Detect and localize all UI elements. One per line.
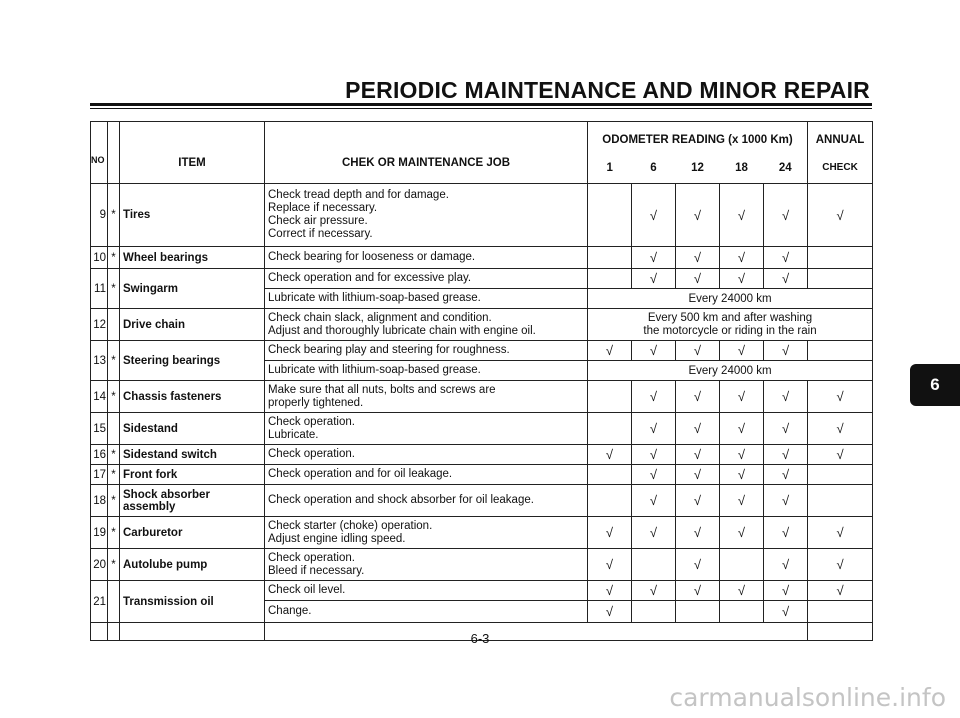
job-line: Replace if necessary. [268,202,378,214]
row-number: 10 [91,247,108,269]
title-rule-thick [90,103,872,106]
table-row [91,445,873,465]
col-header-check: CHECK [808,153,873,184]
table-row [91,381,873,413]
check-cell: √ [632,247,676,269]
row-job [265,309,588,341]
row-job [265,517,588,549]
row-number: 14 [91,381,108,413]
job-line: Lubricate with lithium-soap-based grease. [268,364,481,376]
check-cell [808,269,873,289]
job-line: Correct if necessary. [268,228,373,240]
row-interval [588,309,873,341]
check-cell: √ [764,485,808,517]
check-cell [588,381,632,413]
row-star: * [108,341,120,381]
job-line: Check chain slack, alignment and condition. [268,311,492,324]
row-job [265,341,588,361]
check-cell: √ [676,381,720,413]
row-number: 16 [91,445,108,465]
check-cell: √ [764,381,808,413]
row-item: Sidestand [120,413,265,445]
check-cell: √ [720,184,764,247]
row-star: * [108,485,120,517]
check-cell [632,601,676,623]
job-line: Check starter (choke) operation. [268,519,433,532]
check-cell [632,549,676,581]
row-number: 15 [91,413,108,445]
row-star: * [108,381,120,413]
check-cell: √ [632,269,676,289]
row-job [265,581,588,601]
check-cell [808,465,873,485]
col-header-odometer: ODOMETER READING (x 1000 Km) [588,122,808,153]
check-cell: √ [676,269,720,289]
check-cell: √ [720,581,764,601]
check-cell: √ [720,247,764,269]
row-job [265,485,588,517]
row-job [265,184,588,247]
table-row [91,341,873,361]
row-star: * [108,269,120,309]
row-item: Steering bearings [120,341,265,381]
job-line: Check operation. [268,448,355,460]
row-job [265,549,588,581]
check-cell: √ [764,465,808,485]
interval-line: the motorcycle or riding in the rain [643,324,817,337]
check-cell: √ [676,247,720,269]
check-cell [588,269,632,289]
job-line: Check bearing for looseness or damage. [268,251,476,263]
job-line: Check air pressure. [268,215,368,227]
row-star: * [108,465,120,485]
table-row [91,517,873,549]
check-cell: √ [632,184,676,247]
check-cell [720,549,764,581]
row-job [265,465,588,485]
col-header-km-24: 24 [764,153,808,184]
row-job [265,445,588,465]
header-row-1 [91,122,873,153]
table-row [91,581,873,601]
check-cell: √ [808,581,873,601]
check-cell: √ [632,517,676,549]
check-cell: √ [676,517,720,549]
check-cell: √ [676,413,720,445]
check-cell: √ [588,445,632,465]
row-job [265,381,588,413]
check-cell: √ [720,517,764,549]
check-cell: √ [764,247,808,269]
check-cell: √ [720,269,764,289]
check-cell [588,485,632,517]
job-line: Check oil level. [268,584,346,596]
col-header-job: CHEK OR MAINTENANCE JOB [265,122,588,184]
check-cell: √ [808,184,873,247]
row-item: Wheel bearings [120,247,265,269]
job-line: Make sure that all nuts, bolts and screws are [268,383,496,396]
title-rule-thin [90,108,872,109]
check-cell: √ [632,485,676,517]
job-line: Check operation. [268,551,355,564]
row-star [108,413,120,445]
job-line: Adjust and thoroughly lubricate chain with engine oil. [268,324,536,337]
row-interval: Every 24000 km [588,289,873,309]
row-number: 19 [91,517,108,549]
check-cell: √ [764,413,808,445]
interval-line: Every 500 km and after washing [647,311,813,324]
row-star [108,581,120,623]
job-line: Bleed if necessary. [268,564,365,577]
row-item: Front fork [120,465,265,485]
check-cell: √ [632,381,676,413]
col-header-km-18: 18 [720,153,764,184]
table-row [91,413,873,445]
job-line: Check operation and shock absorber for oil leakage. [268,494,534,506]
row-number: 18 [91,485,108,517]
check-cell: √ [588,549,632,581]
check-cell: √ [720,381,764,413]
col-header-star [108,122,120,184]
check-cell [808,247,873,269]
job-line: Check bearing play and steering for roughness. [268,344,510,356]
job-line: Check operation. [268,415,355,428]
table-row [91,549,873,581]
check-cell: √ [676,549,720,581]
row-item: Drive chain [120,309,265,341]
check-cell [808,341,873,361]
row-job [265,269,588,289]
table-row [91,247,873,269]
row-star: * [108,549,120,581]
check-cell: √ [764,549,808,581]
col-header-item: ITEM [120,122,265,184]
row-star: * [108,517,120,549]
job-line: properly tightened. [268,396,364,409]
row-job [265,361,588,381]
check-cell: √ [764,601,808,623]
check-cell [808,485,873,517]
row-interval: Every 24000 km [588,361,873,381]
page-title: PERIODIC MAINTENANCE AND MINOR REPAIR [345,77,870,103]
check-cell: √ [808,549,873,581]
check-cell [588,184,632,247]
check-cell [808,601,873,623]
page-number: 6-3 [470,631,490,646]
job-line: Lubricate with lithium-soap-based grease. [268,292,481,304]
row-number: 20 [91,549,108,581]
col-header-km-12: 12 [676,153,720,184]
check-cell: √ [588,581,632,601]
check-cell: √ [808,381,873,413]
check-cell: √ [588,517,632,549]
row-item: Tires [120,184,265,247]
check-cell: √ [588,341,632,361]
row-star: * [108,445,120,465]
check-cell: √ [808,517,873,549]
job-line: Adjust engine idling speed. [268,532,406,545]
check-cell: √ [632,465,676,485]
row-star [108,309,120,341]
row-star: * [108,184,120,247]
row-item: Carburetor [120,517,265,549]
row-item: Sidestand switch [120,445,265,465]
check-cell: √ [632,341,676,361]
row-item: Shock absorber assembly [120,485,265,517]
row-number: 17 [91,465,108,485]
col-header-no: NO [91,122,108,184]
job-line: Check tread depth and for damage. [268,189,449,201]
check-cell: √ [676,445,720,465]
table-row [91,309,873,341]
job-line: Check operation and for oil leakage. [268,468,453,480]
check-cell: √ [676,581,720,601]
col-header-annual: ANNUAL [808,122,873,153]
check-cell: √ [764,341,808,361]
table-row [91,485,873,517]
check-cell [588,413,632,445]
section-tab[interactable]: 6 [910,364,960,406]
check-cell: √ [720,485,764,517]
check-cell: √ [588,601,632,623]
check-cell: √ [764,184,808,247]
check-cell: √ [764,269,808,289]
row-item: Autolube pump [120,549,265,581]
check-cell: √ [676,465,720,485]
check-cell [676,601,720,623]
row-job [265,601,588,623]
check-cell: √ [764,517,808,549]
check-cell: √ [676,485,720,517]
row-number: 12 [91,309,108,341]
row-number: 11 [91,269,108,309]
table-row [91,465,873,485]
job-line: Change. [268,605,312,617]
col-header-km-1: 1 [588,153,632,184]
maintenance-table [90,121,873,641]
check-cell: √ [720,445,764,465]
job-line: Check operation and for excessive play. [268,272,472,284]
check-cell [720,601,764,623]
row-number: 13 [91,341,108,381]
check-cell: √ [720,341,764,361]
check-cell: √ [808,445,873,465]
check-cell [588,465,632,485]
row-item: Chassis fasteners [120,381,265,413]
maintenance-table-container [90,121,872,641]
row-number: 21 [91,581,108,623]
row-job [265,289,588,309]
check-cell: √ [808,413,873,445]
row-job [265,247,588,269]
check-cell: √ [720,465,764,485]
check-cell: √ [764,581,808,601]
col-header-km-6: 6 [632,153,676,184]
watermark: carmanualsonline.info [669,683,946,712]
job-line: Lubricate. [268,428,319,441]
table-row [91,184,873,247]
check-cell: √ [764,445,808,465]
check-cell [588,247,632,269]
row-star: * [108,247,120,269]
check-cell: √ [632,413,676,445]
row-item: Transmission oil [120,581,265,623]
check-cell: √ [676,341,720,361]
check-cell: √ [632,581,676,601]
row-number: 9 [91,184,108,247]
check-cell: √ [676,184,720,247]
check-cell: √ [720,413,764,445]
row-job [265,413,588,445]
row-item: Swingarm [120,269,265,309]
check-cell: √ [632,445,676,465]
table-row [91,269,873,289]
